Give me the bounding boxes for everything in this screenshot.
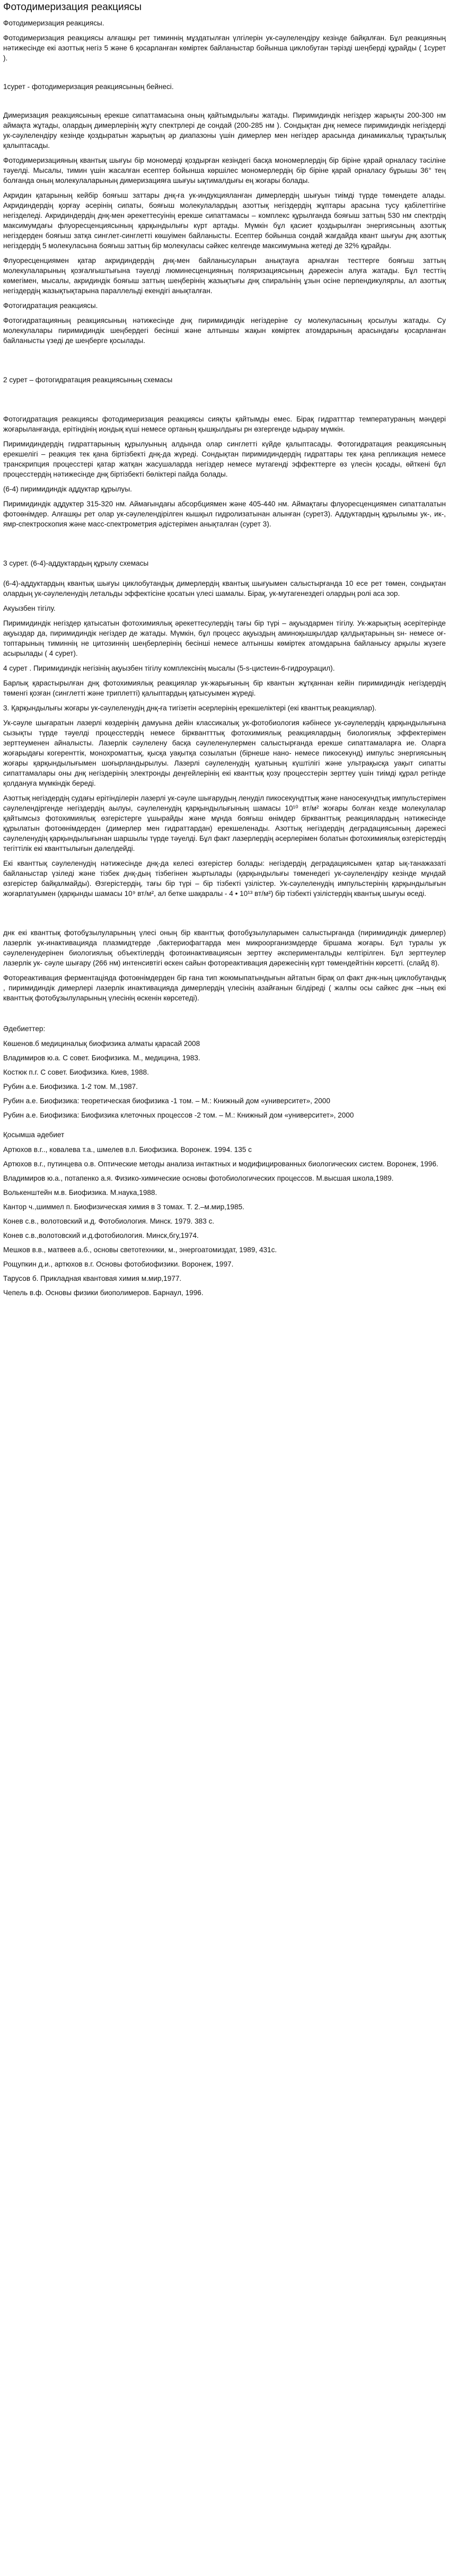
paragraph: Фотогидратацияның реакциясының нәтижесінде днқ пиримидиндік негіздеріне су молекуласының қосылуы жатады. Су молекулалары пиримидиндік шеңбердегі бесінші және алтыншы жақын көміртек атомдарының арасындағы қосарланған байланысты үзеді де шеңберге қосылады. [3, 316, 446, 345]
additional-reference-item: Волькенштейн м.в. Биофизика. М.наука,1988. [3, 1189, 157, 1197]
spacer [3, 903, 446, 928]
additional-reference-item: Кантор ч.,шиммел п. Биофизическая химия в 3 томах. Т. 2.–м.мир,1985. [3, 1203, 244, 1211]
references-heading: Әдебиеттер: [3, 1025, 46, 1033]
additional-reference-item: Конев с.в., волотовский и.д. Фотобиология. Минск. 1979. 383 с. [3, 1217, 215, 1225]
reference-item: Көшенов.б медициналық биофизика алматы қарасай 2008 [3, 1040, 200, 1048]
reference-item: Рубин а.е. Биофизика: теоретическая биофизика -1 том. – М.: Книжный дом «университет», 2000 [3, 1097, 330, 1105]
paragraph: Акридин қатарының кейбір бояғыш заттары днқ-ға ук-индукцияланған димерлердің шығуын тиімді түрде төмендете алады. Акридиндердің қорғау әсерінің сипаты, бояғыш молекулалардың азоттық негіздердің жұптары арасына тусу қабілеттігіне негізделеді. Акридиндердің днқ-мен әрекеттесуінің ерекше сипаттамасы – комплекс құрылғанда бояғыш заттың 530 нм спектрдің максимумдағы флуоресценциясының қарқындылығы күрт артады. Мүмкін бұл қасиет қоздырылған энергиясының азоттық негіздерден бояғыш затқа синглет-синглетті көшуімен байланысты. Есептер бойынша сондай жағдайда квант шығуы днқ азоттық негіздердің 5 молекуласына бояғыш заттың бір молекуласы сәйкес келгенде максимумына жетеді де 32% құрайды. [3, 191, 446, 250]
paragraph: Фотореактивация ферментаціяда фотоөнімдерден бір ғана тип жоюмыпатындығын айтатын бірақ ол факт днк-ның циклобутандық , пиримидиндік димерлері лазерлік инактивацияда димерлердің үлесінің азайғанын білдіреді ( жалпы осы сайкес днк –ның екі кванттық фотобұзылуларының үлесінің өскенін көрсетеді). [3, 974, 446, 1002]
document-page [0, 1, 449, 1307]
paragraph: (6-4) пиримидиндік аддуктар құрылуы. [3, 485, 132, 493]
reference-item: Рубин а.е. Биофизика: Биофизика клеточных процессов -2 том. – М.: Книжный дом «университет», 2000 [3, 1111, 354, 1119]
paragraph: 2 сурет – фотогидратация реакциясының схемасы [3, 376, 173, 384]
additional-reference-item: Мешков в.в., матвеев а.б., основы светотехники, м., энергоатомиздат, 1989, 431с. [3, 1246, 277, 1254]
additional-reference-item: Чепель в.ф. Основы физики биополимеров. Барнаул, 1996. [3, 1289, 204, 1297]
paragraph: Барлық қарастырылған днқ фотохимиялық реакциялар ук-жарығының бір квантын жұтқаннан кейін пиримидиндік негіздердің төменгі қозған (синглетті және триплетті) қалыптардың қатысуымен жүреді. [3, 679, 446, 697]
paragraph: Димеризация реакциясының ерекше сипаттамасына оның қайтымдылығы жатады. Пиримидиндік негіздер жарықты 200-300 нм аймақта жұтады, олардың димерлерінің жұту спектрлері де сондай (200-285 нм ). Сондықтан днқ немесе пиримидиндік негіздерді ук-сәулелендіру кезінде қоздыратын жарықтың әр диапазоны үшін димерлер мен негіздер арасында динамикалық тұрақтылық қалыптасады. [3, 111, 446, 150]
document-body [3, 18, 446, 1022]
paragraph: 3. Қарқындылығы жоғары ук-сәулеленудің днқ-ға тигізетін әсерлерінің ерекшеліктері (екі кванттық реакциялар). [3, 704, 377, 712]
paragraph: 4 сурет . Пиримидиндік негізінің ақуызбен тігілу комплексінің мысалы (5-s-цистеин-6-гидроурацил). [3, 664, 335, 672]
page-title: Фотодимеризация реакциясы [3, 2, 142, 13]
paragraph: Флуоресценциямен қатар акридиндердің днқ-мен байланысуларын анықтауға арналған тесттерге бояғыш заттың молекулаларының қозғалғыштығына тәуелді люминесценцияның поляризациясының дәрежесін алуға жатады. Бұл тесттің көмегімен, мысалы, акридиндік бояғыш заттың шеңберінің жазықтығы днқ спиральінің ұзын осіне перпендикулярлы, ал азоттық негіздердің жазықтықтарына параллельді екендігі анықталған. [3, 257, 446, 295]
spacer [3, 68, 446, 82]
additional-references-heading: Қосымша әдебиет [3, 1131, 65, 1139]
paragraph: Фотодимеризация реакциясы алғашқы рет тиминнің мұздатылған үлгілерін ук-сәулелендіру кезінде байқалған. Бұл реакцияның нәтижесінде екі азоттық негіз 5 және 6 қосарланған көміртек байланыстар бойынша циклобутан тәрізді шеңберді құрайды ( 1сурет ). [3, 34, 446, 62]
additional-reference-item: Конев с.в.,волотовский и.д.фотобиология. Минск,бгу,1974. [3, 1232, 199, 1239]
additional-reference-item: Артюхов в.г., путинцева о.в. Оптические методы анализа интактных и модифицированных биологических систем. Воронеж, 1996. [3, 1160, 438, 1168]
paragraph: (6-4)-аддуктардың квантық шығуы циклобутандық димерлердің квантық шығуымен салыстырғанда 10 есе рет төмен, сондықтан олардың ук-сәулеленудің летальды эффектісіне қосатын үлесі шамалы. Бірақ, ук-мутагенездегі олардың ролі аса зор. [3, 579, 446, 597]
paragraph: Фотодимеризация реакциясы. [3, 19, 104, 27]
spacer [3, 350, 446, 375]
paragraph: Азоттық негіздердің судағы ерітінділерін лазерлі ук-сәуле шығарудың ленуділ пикосекундттық және наносекундтық импульстерімен сәулелендіргенде негіздердің аылуы, сәулеленудің қарқындылығының шамасы 10¹⁰ вт/м² жоғары болған кезде молекулалар қайтымсыз фотохимиялық өзгерістерге ұшырайды және мұнда бояғыш өнімдер біркванттық реакциялардың нәтижесінде құрылатын фотоөнімдерден (димерлер мен гидраттардан) ерекшеленады. Азоттық негіздердің деградациясының дәрежесі сәулеленудің қарқындылығынан шаршылы түрде тәуелді. Бұл факт лазерлердің әсерлерімен болатын фотохимиялық өзгерістердің тегіттілік екі кванттылығын дәлелдейді. [3, 794, 446, 852]
paragraph: 1сурет - фотодимеризация реакциясының бейнесі. [3, 83, 174, 91]
paragraph: Фотогидратация реакциясы. [3, 302, 98, 310]
references-list [3, 1039, 446, 1120]
additional-reference-item: Рощупкин д.и., артюхов в.г. Основы фотобиофизики. Воронеж, 1997. [3, 1260, 234, 1268]
additional-reference-item: Тарусов б. Прикладная квантовая химия м.мир,1977. [3, 1274, 182, 1282]
reference-item: Рубин а.е. Биофизика. 1-2 том. М.,1987. [3, 1083, 138, 1091]
paragraph: Пиримидиндік аддуктер 315-320 нм. Аймағындағы абсорбциямен және 405-440 нм. Аймақтағы флуоресценциямен сипатталатын фотоөнімдер. Алғашқы рет олар ук-сәулелендірілген кышқыл гидролизатынан алынған (сурет3). Аддуктардың құрылымы ук-, ик-, ямр-спектроскопия және масс-спектрометрия әдістерімен анықталған (сурет 3). [3, 500, 446, 528]
paragraph: днк екі кванттық фотобұзылуларының үлесі оның бір кванттық фотобұзылуларымен салыстырғанда (пиримидиндік димерлер) лазерлік ук-инактивацияда плазмидтерде ,бактериофагтарда мен микроорганизмдерде біршама жоғары. Бұл туралы ук сәулеленудерінен биологиялық объектілердің фотоинактивациясын зерттеу әкспериментальды келтірілген. Бұл зерттеулер лазерлік ук- сәуле шығару (266 нм) интенсивтігі өскен сайын фотореактивация дәрежесінің күрт төмендейтінін көрсетті. (слайд 8). [3, 929, 446, 967]
paragraph: 3 сурет. (6-4)-аддуктардың құрылу схемасы [3, 559, 149, 567]
spacer [3, 534, 446, 558]
paragraph: Пиримидиндік негіздер қатысатын фотохимиялық әрекеттесулердің тағы бір түрі – ақуыздармен тігілу. Ук-жарықтың әсерітерінде ақуыздар да, пиримидиндік негіздер де жатады. Мүмкін, бұл процесс ақуыздың аминоқышқылдар қалдықтарының sн- немесе оғ-топтарының тиминнің не цитозиннің шеңберлерінің бесінші немесе алтыншы көміртек атомдарына байланысу арқылы жүзеге асырылады ( 4 сурет). [3, 619, 446, 657]
paragraph: Ук-сәуле шығаратын лазерлі көздерінің дамуына дейін классикалық ук-фотобиология кәбінесе ук-сәулелердің қарқындылығына сызықты түрде тәуелді процесстердің немесе бірквантттық фотохимиялық реакциялардың биологиялық эффектерімен зерттеуменен айналысты. Лазерлік сәулелену басқа сәулеленулермен салыстырғанда ерекше сипаттамаларға ие. Оларға жоғарыдағы когеренттік, монохроматтық, қысқа уақытқа созылатын (бірнеше нано- немесе пикосекунд) импульс энергиясының жоғары қарқындылығымен шоғырландырылуы. Лазерлі сәулеленудің қуатының күштілігі және ультрақысқа уақыт сипатты сипаттамалары оны днқ негіздерінің электронды деңгейлерінің екі кванттық қозу процесстерін зерттеу үшін тиімді құрал ретінде қолдануға мүмкіндік береді. [3, 719, 446, 787]
reference-item: Владимиров ю.а. С совет. Биофизика. М., медицина, 1983. [3, 1054, 200, 1062]
additional-reference-item: Артюхов в.г.., ковалева т.а., шмелев в.п. Биофизика. Воронеж. 1994. 135 с [3, 1146, 252, 1154]
paragraph: Фотогидратация реакциясы фотодимеризация реакциясы сияқты қайтымды емес. Бірақ гидратттар температураның мәндері жоғарыланғанда, ерітіндінің иондық күші немесе ортаның қышқылдығы рн өзгергенде ыдырау мүмкін. [3, 415, 446, 433]
spacer [3, 96, 446, 110]
paragraph: Пиримидиндердің гидраттарының құрылуының алдында олар синглетті күйде қалыптасады. Фотогидратация реакциясының ерекшелігі – реакция тек қана біртізбекті днқ-да жүреді. Сондықтан пиримидиндердің гидраттары тек қана репликация немесе транскрипция процесстері қатар жатқан жасушаларда негіздер немесе мутагенді эффекттерге өз үлесін қосады, өйткені бұл процесстердің нәтижесінде днқ біртізбекті бөліктері пайда болады. [3, 440, 446, 478]
paragraph: Акуызбен тігілу. [3, 604, 56, 612]
spacer [3, 390, 446, 414]
reference-item: Костюк п.г. С совет. Биофизика. Киев, 1988. [3, 1068, 149, 1076]
paragraph: Екі кванттық сәулеленудің нәтижесінде днқ-да келесі өзгерістер болады: негіздердің деградациясымен қатар ық-танажазаті байланыстар үзіледі және тізбек днқ-дың тізбегінен жыртылады (қарқындылығы төменедегі ук-сәулелендіру кезінде мұндай өзгерістер байқалмайды). Өзгерістердің, тағы бір түрі – бір тізбекті үзілістер. Ук-сәулеленудің импульстерінің қарқындылығын жоғарлатуымен (қарқынды шамасы 10⁹ вт/м², ал бетке шақаралы - 4 • 10¹³ вт/м²) бір тізбекті үзілістердің квантық шығуы өседі. [3, 859, 446, 898]
spacer [3, 1008, 446, 1022]
spacer [3, 573, 446, 578]
paragraph: Фотодимеризацияның квантық шығуы бір мономерді қоздырған кезіндегі басқа мономерлердің бір біріне қарай орналасу тәсіліне тәуелді. Мысалы, тимин үшін жасалған есептер бойынша көршілес мономерлердің бір біріне қарай орналасу бұрышы 36° тең болғанда оның молекулаларының димеризацияға шығуы ықтималдығы ең жоғары болады. [3, 156, 446, 184]
additional-reference-item: Владимиров ю.а., потапенко а.я. Физико-химические основы фотобиологических процессов. М.высшая школа,1989. [3, 1174, 394, 1182]
additional-references-list [3, 1145, 446, 1298]
